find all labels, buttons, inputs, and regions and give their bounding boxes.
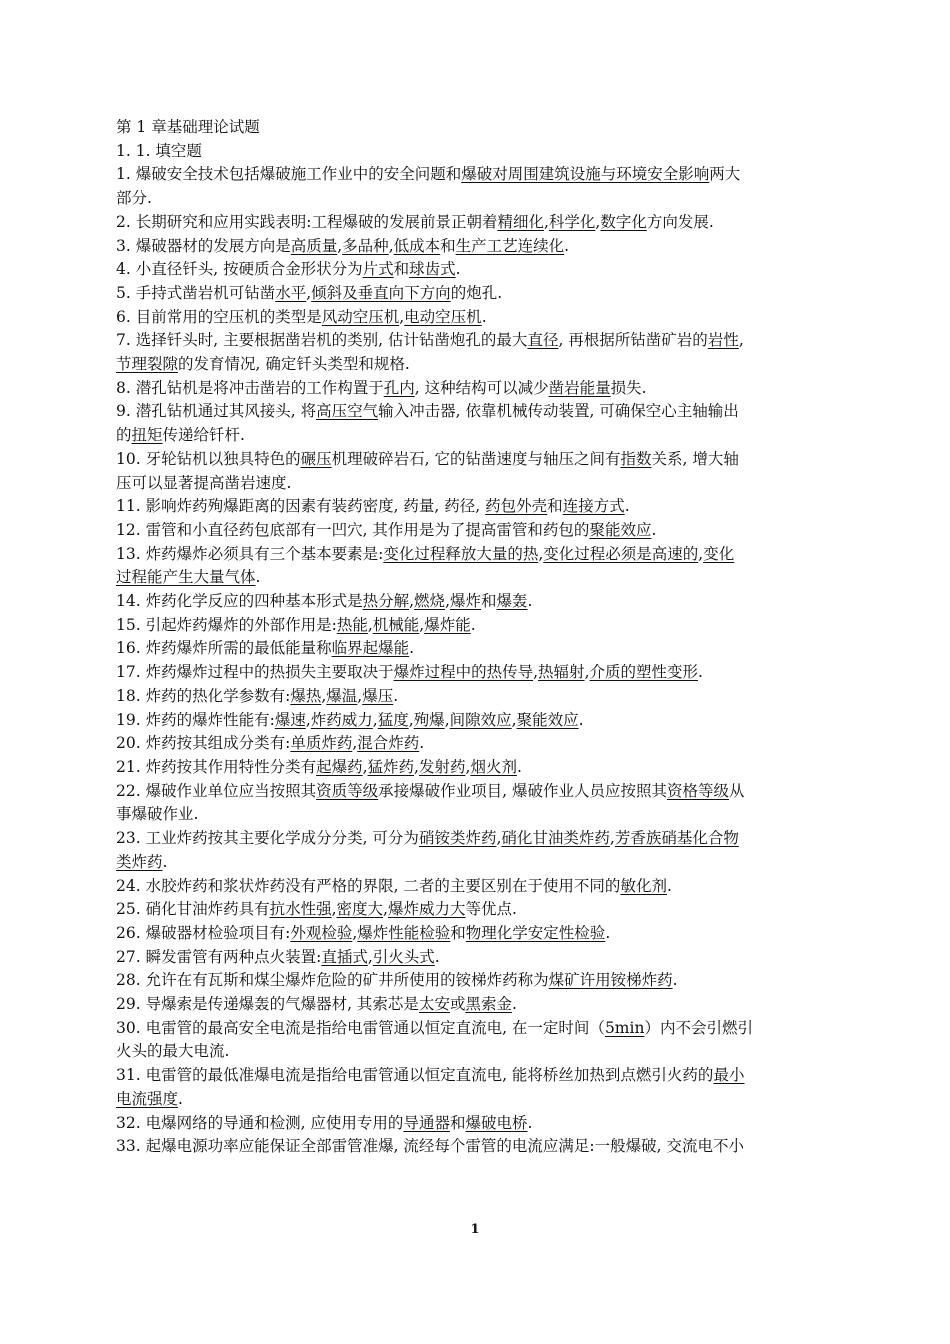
answer-blank: 高压空气 bbox=[316, 402, 379, 421]
question-text: . bbox=[255, 568, 261, 587]
question-text: 15. 引起炸药爆炸的外部作用是: bbox=[116, 615, 337, 634]
answer-blank: 变化过程必须是高速的 bbox=[543, 544, 699, 563]
question-text: 10. 牙轮钻机以独具特色的 bbox=[116, 449, 301, 468]
page-number: 1 bbox=[470, 1222, 480, 1237]
question-line bbox=[116, 614, 864, 638]
question-text: , 这种结构可以减少 bbox=[414, 378, 549, 397]
question-text: . bbox=[666, 876, 672, 895]
question-text: , bbox=[331, 900, 337, 919]
question-line bbox=[116, 1040, 864, 1064]
question-text: 12. 雷管和小直径药包底部有一凹穴, 其作用是为了提高雷管和药包的 bbox=[116, 520, 590, 539]
answer-blank: 机械能 bbox=[372, 615, 420, 634]
question-line bbox=[116, 803, 864, 827]
answer-blank: 殉爆 bbox=[413, 710, 445, 729]
question-line bbox=[116, 1017, 864, 1041]
question-line bbox=[116, 969, 864, 993]
question-text: , bbox=[533, 663, 539, 682]
answer-blank: 凿岩能量 bbox=[548, 378, 611, 397]
question-text: , bbox=[445, 592, 450, 611]
question-text: 1. 爆破安全技术包括爆破施工作业中的安全问题和 bbox=[116, 165, 462, 184]
question-text: , bbox=[388, 236, 394, 255]
answer-blank: 燃烧 bbox=[414, 592, 446, 611]
question-text: . bbox=[564, 236, 570, 255]
answer-blank: 敏化剂 bbox=[620, 876, 667, 895]
question-line bbox=[116, 424, 864, 448]
question-text: 的发育情况, 确定钎头类型和规格. bbox=[178, 355, 410, 374]
answer-blank: 多品种 bbox=[342, 236, 389, 255]
answer-blank: 碾压 bbox=[300, 449, 332, 468]
answer-blank: 硝铵类炸药 bbox=[418, 829, 497, 848]
answer-blank: 电动空压机 bbox=[404, 307, 482, 326]
question-text: , bbox=[595, 212, 601, 231]
answer-blank: 爆破对周围建筑设施与环境安全影响 bbox=[461, 165, 710, 184]
question-text: , bbox=[306, 283, 312, 302]
answer-blank: 5min bbox=[604, 1018, 645, 1037]
answer-blank: 片式 bbox=[362, 260, 394, 279]
question-line bbox=[116, 756, 864, 780]
question-line bbox=[116, 282, 864, 306]
question-text: 或 bbox=[449, 995, 466, 1014]
answer-blank: 爆炸过程中的热传导 bbox=[393, 663, 534, 682]
question-text: 21. 炸药按其作用特性分类有 bbox=[116, 757, 317, 776]
question-text: . bbox=[578, 710, 584, 729]
answer-blank: 介质的塑性变形 bbox=[589, 663, 699, 682]
question-text: 24. 水胶炸药和浆状炸药没有严格的界限, 二者的主要区别在于使用不同的 bbox=[116, 876, 621, 895]
question-text: . bbox=[419, 734, 425, 753]
question-text: , bbox=[337, 236, 343, 255]
question-line bbox=[116, 1135, 864, 1159]
question-text: 传递给钎杆. bbox=[162, 426, 245, 445]
question-text: , bbox=[362, 757, 368, 776]
answer-blank: 密度大 bbox=[336, 900, 384, 919]
answer-blank: 起爆药 bbox=[316, 757, 363, 776]
answer-blank: 岩性 bbox=[707, 331, 739, 350]
question-text: . bbox=[672, 971, 678, 990]
question-text: 机理破碎岩石, 它的钻凿速度与轴压之间有 bbox=[331, 449, 621, 468]
question-text: 压可以显著提高凿岩速度. bbox=[116, 473, 292, 492]
answer-blank: 爆炸能 bbox=[424, 615, 471, 634]
answer-blank: 热分解 bbox=[362, 592, 410, 611]
question-text: 25. 硝化甘油炸药具有 bbox=[116, 900, 270, 919]
question-line bbox=[116, 163, 864, 187]
question-line bbox=[116, 946, 864, 970]
question-text: , bbox=[409, 592, 415, 611]
answer-blank: 物理化学安定性检验 bbox=[465, 923, 606, 942]
question-text: 31. 电雷管的最低准爆电流是指给电雷管通以恒定直流电, 能将桥丝加热到点燃引火药的 bbox=[116, 1066, 714, 1085]
question-text: , bbox=[738, 331, 744, 350]
answer-blank: 变化 bbox=[703, 544, 735, 563]
question-line bbox=[116, 875, 864, 899]
question-text: , bbox=[408, 710, 414, 729]
question-text: , bbox=[414, 757, 419, 776]
question-line bbox=[116, 187, 864, 211]
answer-blank: 热能 bbox=[336, 615, 368, 634]
question-text: ）内不会引燃引 bbox=[644, 1018, 753, 1037]
question-text: 事爆破作业. bbox=[116, 805, 199, 824]
answer-blank: 爆压 bbox=[362, 686, 394, 705]
answer-blank: 混合炸药 bbox=[357, 734, 420, 753]
question-line bbox=[116, 235, 864, 259]
question-text: 从 bbox=[728, 781, 745, 800]
answer-blank: 低成本 bbox=[393, 236, 441, 255]
question-text: 关系, 增大轴 bbox=[651, 449, 739, 468]
question-text: , bbox=[367, 947, 373, 966]
answer-blank: 精细化 bbox=[497, 212, 544, 231]
question-text: 30. 电雷管的最高安全电流是指给电雷管通以恒定直流电, 在一定时间（ bbox=[116, 1018, 605, 1037]
answer-blank: 猛炸药 bbox=[367, 757, 415, 776]
question-line bbox=[116, 732, 864, 756]
answer-blank: 单质炸药 bbox=[290, 734, 353, 753]
answer-blank: 电流强度 bbox=[116, 1089, 179, 1108]
question-text: . bbox=[162, 852, 168, 871]
answer-blank: 水平 bbox=[275, 283, 307, 302]
question-text: . bbox=[651, 520, 657, 539]
answer-blank: 资格等级 bbox=[666, 781, 729, 800]
question-text: 和 bbox=[440, 236, 456, 255]
question-line bbox=[116, 1112, 864, 1136]
question-text: , bbox=[352, 923, 358, 942]
answer-blank: 导通器 bbox=[403, 1113, 450, 1132]
answer-blank: 数字化 bbox=[600, 212, 647, 231]
question-text: 损失. bbox=[610, 378, 647, 397]
question-text: 输入冲击器, 依靠机械传动装置, 可确保空心主轴输出 bbox=[378, 402, 739, 421]
answer-blank: 生产工艺连续化 bbox=[455, 236, 565, 255]
question-text: . bbox=[527, 592, 533, 611]
question-text: 方向发展. bbox=[646, 212, 714, 231]
question-line bbox=[116, 329, 864, 353]
question-line bbox=[116, 851, 864, 875]
question-line bbox=[116, 519, 864, 543]
answer-blank: 直径 bbox=[527, 331, 559, 350]
answer-blank: 抗水性强 bbox=[269, 900, 332, 919]
question-text: 13. 炸药爆炸必须具有三个基本要素是: bbox=[116, 544, 384, 563]
question-line bbox=[116, 566, 864, 590]
answer-blank: 外观检验 bbox=[290, 923, 353, 942]
question-text: 6. 目前常用的空压机的类型是 bbox=[116, 307, 322, 326]
section-title: 1. 1. 填空题 bbox=[116, 141, 202, 160]
question-text: 和 bbox=[547, 497, 563, 516]
question-text: , bbox=[496, 829, 502, 848]
question-line bbox=[116, 1064, 864, 1088]
question-text: . bbox=[434, 947, 440, 966]
answer-blank: 扭矩 bbox=[131, 426, 163, 445]
question-line bbox=[116, 780, 864, 804]
question-text: . bbox=[516, 757, 522, 776]
question-line bbox=[116, 448, 864, 472]
question-text: . bbox=[481, 307, 487, 326]
question-text: , bbox=[584, 663, 590, 682]
answer-blank: 发射药 bbox=[418, 757, 466, 776]
answer-blank: 煤矿许用铵梯炸药 bbox=[548, 971, 673, 990]
answer-blank: 黑索金 bbox=[465, 995, 512, 1014]
question-text: 11. 影响炸药殉爆距离的因素有装药密度, 药量, 药径, bbox=[116, 497, 486, 516]
question-text: 17. 炸药爆炸过程中的热损失主要取决于 bbox=[116, 663, 394, 682]
question-line bbox=[116, 709, 864, 733]
question-text: 18. 炸药的热化学参数有: bbox=[116, 686, 291, 705]
question-text: 20. 炸药按其组成分类有: bbox=[116, 734, 291, 753]
question-text: , bbox=[305, 710, 311, 729]
question-text: , bbox=[321, 686, 327, 705]
question-text: 22. 爆破作业单位应当按照其 bbox=[116, 781, 317, 800]
question-text: 27. 瞬发雷管有两种点火装置: bbox=[116, 947, 322, 966]
question-text: . bbox=[624, 497, 630, 516]
answer-blank: 指数 bbox=[620, 449, 652, 468]
document-body bbox=[116, 116, 864, 1159]
question-text: , bbox=[465, 757, 471, 776]
question-text: 和 bbox=[393, 260, 410, 279]
question-line bbox=[116, 472, 864, 496]
answer-blank: 孔内 bbox=[383, 378, 415, 397]
answer-blank: 聚能效应 bbox=[589, 520, 652, 539]
answer-blank: 爆温 bbox=[326, 686, 358, 705]
answer-blank: 聚能效应 bbox=[516, 710, 579, 729]
question-line bbox=[116, 637, 864, 661]
question-text: 等优点. bbox=[465, 900, 517, 919]
answer-blank: 猛度 bbox=[377, 710, 409, 729]
answer-blank: 临界起爆能 bbox=[331, 639, 410, 658]
answer-blank: 太安 bbox=[418, 995, 450, 1014]
question-line bbox=[116, 377, 864, 401]
question-text: , bbox=[543, 212, 549, 231]
question-text: , bbox=[511, 710, 517, 729]
question-text: 5. 手持式凿岩机可钻凿 bbox=[116, 283, 276, 302]
question-text: . bbox=[393, 686, 399, 705]
question-text: , bbox=[357, 686, 363, 705]
question-text: 和 bbox=[449, 1113, 466, 1132]
answer-blank: 爆轰 bbox=[496, 592, 528, 611]
question-text: 29. 导爆索是传递爆轰的气爆器材, 其索芯是 bbox=[116, 995, 419, 1014]
answer-blank: 高质量 bbox=[290, 236, 338, 255]
question-text: 和 bbox=[450, 923, 466, 942]
question-line bbox=[116, 495, 864, 519]
question-text: . bbox=[178, 1089, 183, 1108]
question-text: , bbox=[352, 734, 358, 753]
question-text: . bbox=[605, 923, 611, 942]
answer-blank: 最小 bbox=[713, 1066, 745, 1085]
question-text: 的炮孔. bbox=[450, 283, 503, 302]
answer-blank: 直插式 bbox=[321, 947, 368, 966]
question-line bbox=[116, 258, 864, 282]
answer-blank: 风动空压机 bbox=[321, 307, 400, 326]
question-text: 7. 选择钎头时, 主要根据凿岩机的类别, 估计钻凿炮孔的最大 bbox=[116, 331, 528, 350]
answer-blank: 烟火剂 bbox=[470, 757, 517, 776]
answer-blank: 类炸药 bbox=[116, 852, 163, 871]
answer-blank: 倾斜及垂直向下方向 bbox=[311, 283, 451, 302]
question-line bbox=[116, 543, 864, 567]
question-line bbox=[116, 400, 864, 424]
question-text: 火头的最大电流. bbox=[116, 1042, 230, 1061]
question-text: , bbox=[419, 615, 425, 634]
question-text: , bbox=[609, 829, 615, 848]
answer-blank: 变化过程释放大量的热 bbox=[383, 544, 539, 563]
question-line bbox=[116, 1088, 864, 1112]
answer-blank: 过程能产生大量气体 bbox=[116, 568, 256, 587]
question-text: . bbox=[698, 663, 703, 682]
question-text: 16. 炸药爆炸所需的最低能量称 bbox=[116, 639, 332, 658]
question-text: 9. 潜孔钻机通过其风接头, 将 bbox=[116, 402, 317, 421]
question-text: 3. 爆破器材的发展方向是 bbox=[116, 236, 291, 255]
question-text: 的 bbox=[116, 426, 132, 445]
question-text: 4. 小直径钎头, 按硬质合金形状分为 bbox=[116, 260, 363, 279]
question-text: , 再根据所钻凿矿岩的 bbox=[558, 331, 708, 350]
question-text: , bbox=[383, 900, 388, 919]
answer-blank: 芳香族硝基化合物 bbox=[614, 829, 739, 848]
question-text: . bbox=[470, 615, 476, 634]
answer-blank: 资质等级 bbox=[316, 781, 379, 800]
answer-blank: 炸药威力 bbox=[310, 710, 373, 729]
question-text: 两大 bbox=[709, 165, 741, 184]
answer-blank: 爆炸性能检验 bbox=[357, 923, 451, 942]
answer-blank: 爆速 bbox=[274, 710, 306, 729]
question-text: 部分. bbox=[116, 189, 152, 208]
question-text: 28. 允许在有瓦斯和煤尘爆炸危险的矿井所使用的铵梯炸药称为 bbox=[116, 971, 549, 990]
question-text: . bbox=[511, 995, 517, 1014]
question-text: 23. 工业炸药按其主要化学成分分类, 可分为 bbox=[116, 829, 419, 848]
question-line bbox=[116, 827, 864, 851]
question-text: , bbox=[698, 544, 704, 563]
question-text: 2. 长期研究和应用实践表明:工程爆破的发展前景正朝着 bbox=[116, 212, 498, 231]
chapter-title: 第 1 章基础理论试题 bbox=[116, 118, 260, 136]
answer-blank: 科学化 bbox=[548, 212, 596, 231]
answer-blank: 引火头式 bbox=[372, 947, 435, 966]
answer-blank: 药包外壳 bbox=[485, 497, 548, 516]
answer-blank: 节理裂隙 bbox=[116, 355, 179, 374]
question-line bbox=[116, 353, 864, 377]
question-line bbox=[116, 993, 864, 1017]
question-text: 33. 起爆电源功率应能保证全部雷管准爆, 流经每个雷管的电流应满足:一般爆破, 交流电不小 bbox=[116, 1137, 745, 1156]
question-text: 8. 潜孔钻机是将冲击凿岩的工作构置于 bbox=[116, 378, 384, 397]
question-line bbox=[116, 211, 864, 235]
question-text: , bbox=[372, 710, 378, 729]
question-text: , bbox=[399, 307, 405, 326]
question-line bbox=[116, 898, 864, 922]
question-text: . bbox=[527, 1113, 533, 1132]
answer-blank: 热辐射 bbox=[538, 663, 585, 682]
question-list bbox=[116, 163, 864, 1159]
question-text: 14. 炸药化学反应的四种基本形式是 bbox=[116, 592, 363, 611]
question-text: , bbox=[538, 544, 544, 563]
question-text: , bbox=[444, 710, 450, 729]
question-text: . bbox=[455, 260, 461, 279]
question-line bbox=[116, 685, 864, 709]
question-line bbox=[116, 922, 864, 946]
question-text: , bbox=[367, 615, 373, 634]
question-text: 19. 炸药的爆炸性能有: bbox=[116, 710, 275, 729]
answer-blank: 球齿式 bbox=[409, 260, 456, 279]
question-text: 32. 电爆网络的导通和检测, 应使用专用的 bbox=[116, 1113, 404, 1132]
answer-blank: 连接方式 bbox=[562, 497, 625, 516]
question-text: 和 bbox=[481, 592, 497, 611]
answer-blank: 爆破电桥 bbox=[465, 1113, 528, 1132]
question-line bbox=[116, 661, 864, 685]
answer-blank: 硝化甘油类炸药 bbox=[501, 829, 610, 848]
question-text: 26. 爆破器材检验项目有: bbox=[116, 923, 291, 942]
answer-blank: 间隙效应 bbox=[449, 710, 512, 729]
answer-blank: 爆炸威力大 bbox=[387, 900, 466, 919]
answer-blank: 爆炸 bbox=[450, 592, 482, 611]
question-text: 承接爆破作业项目, 爆破作业人员应按照其 bbox=[378, 781, 667, 800]
answer-blank: 爆热 bbox=[290, 686, 322, 705]
question-line bbox=[116, 590, 864, 614]
question-text: . bbox=[409, 639, 415, 658]
question-line bbox=[116, 306, 864, 330]
